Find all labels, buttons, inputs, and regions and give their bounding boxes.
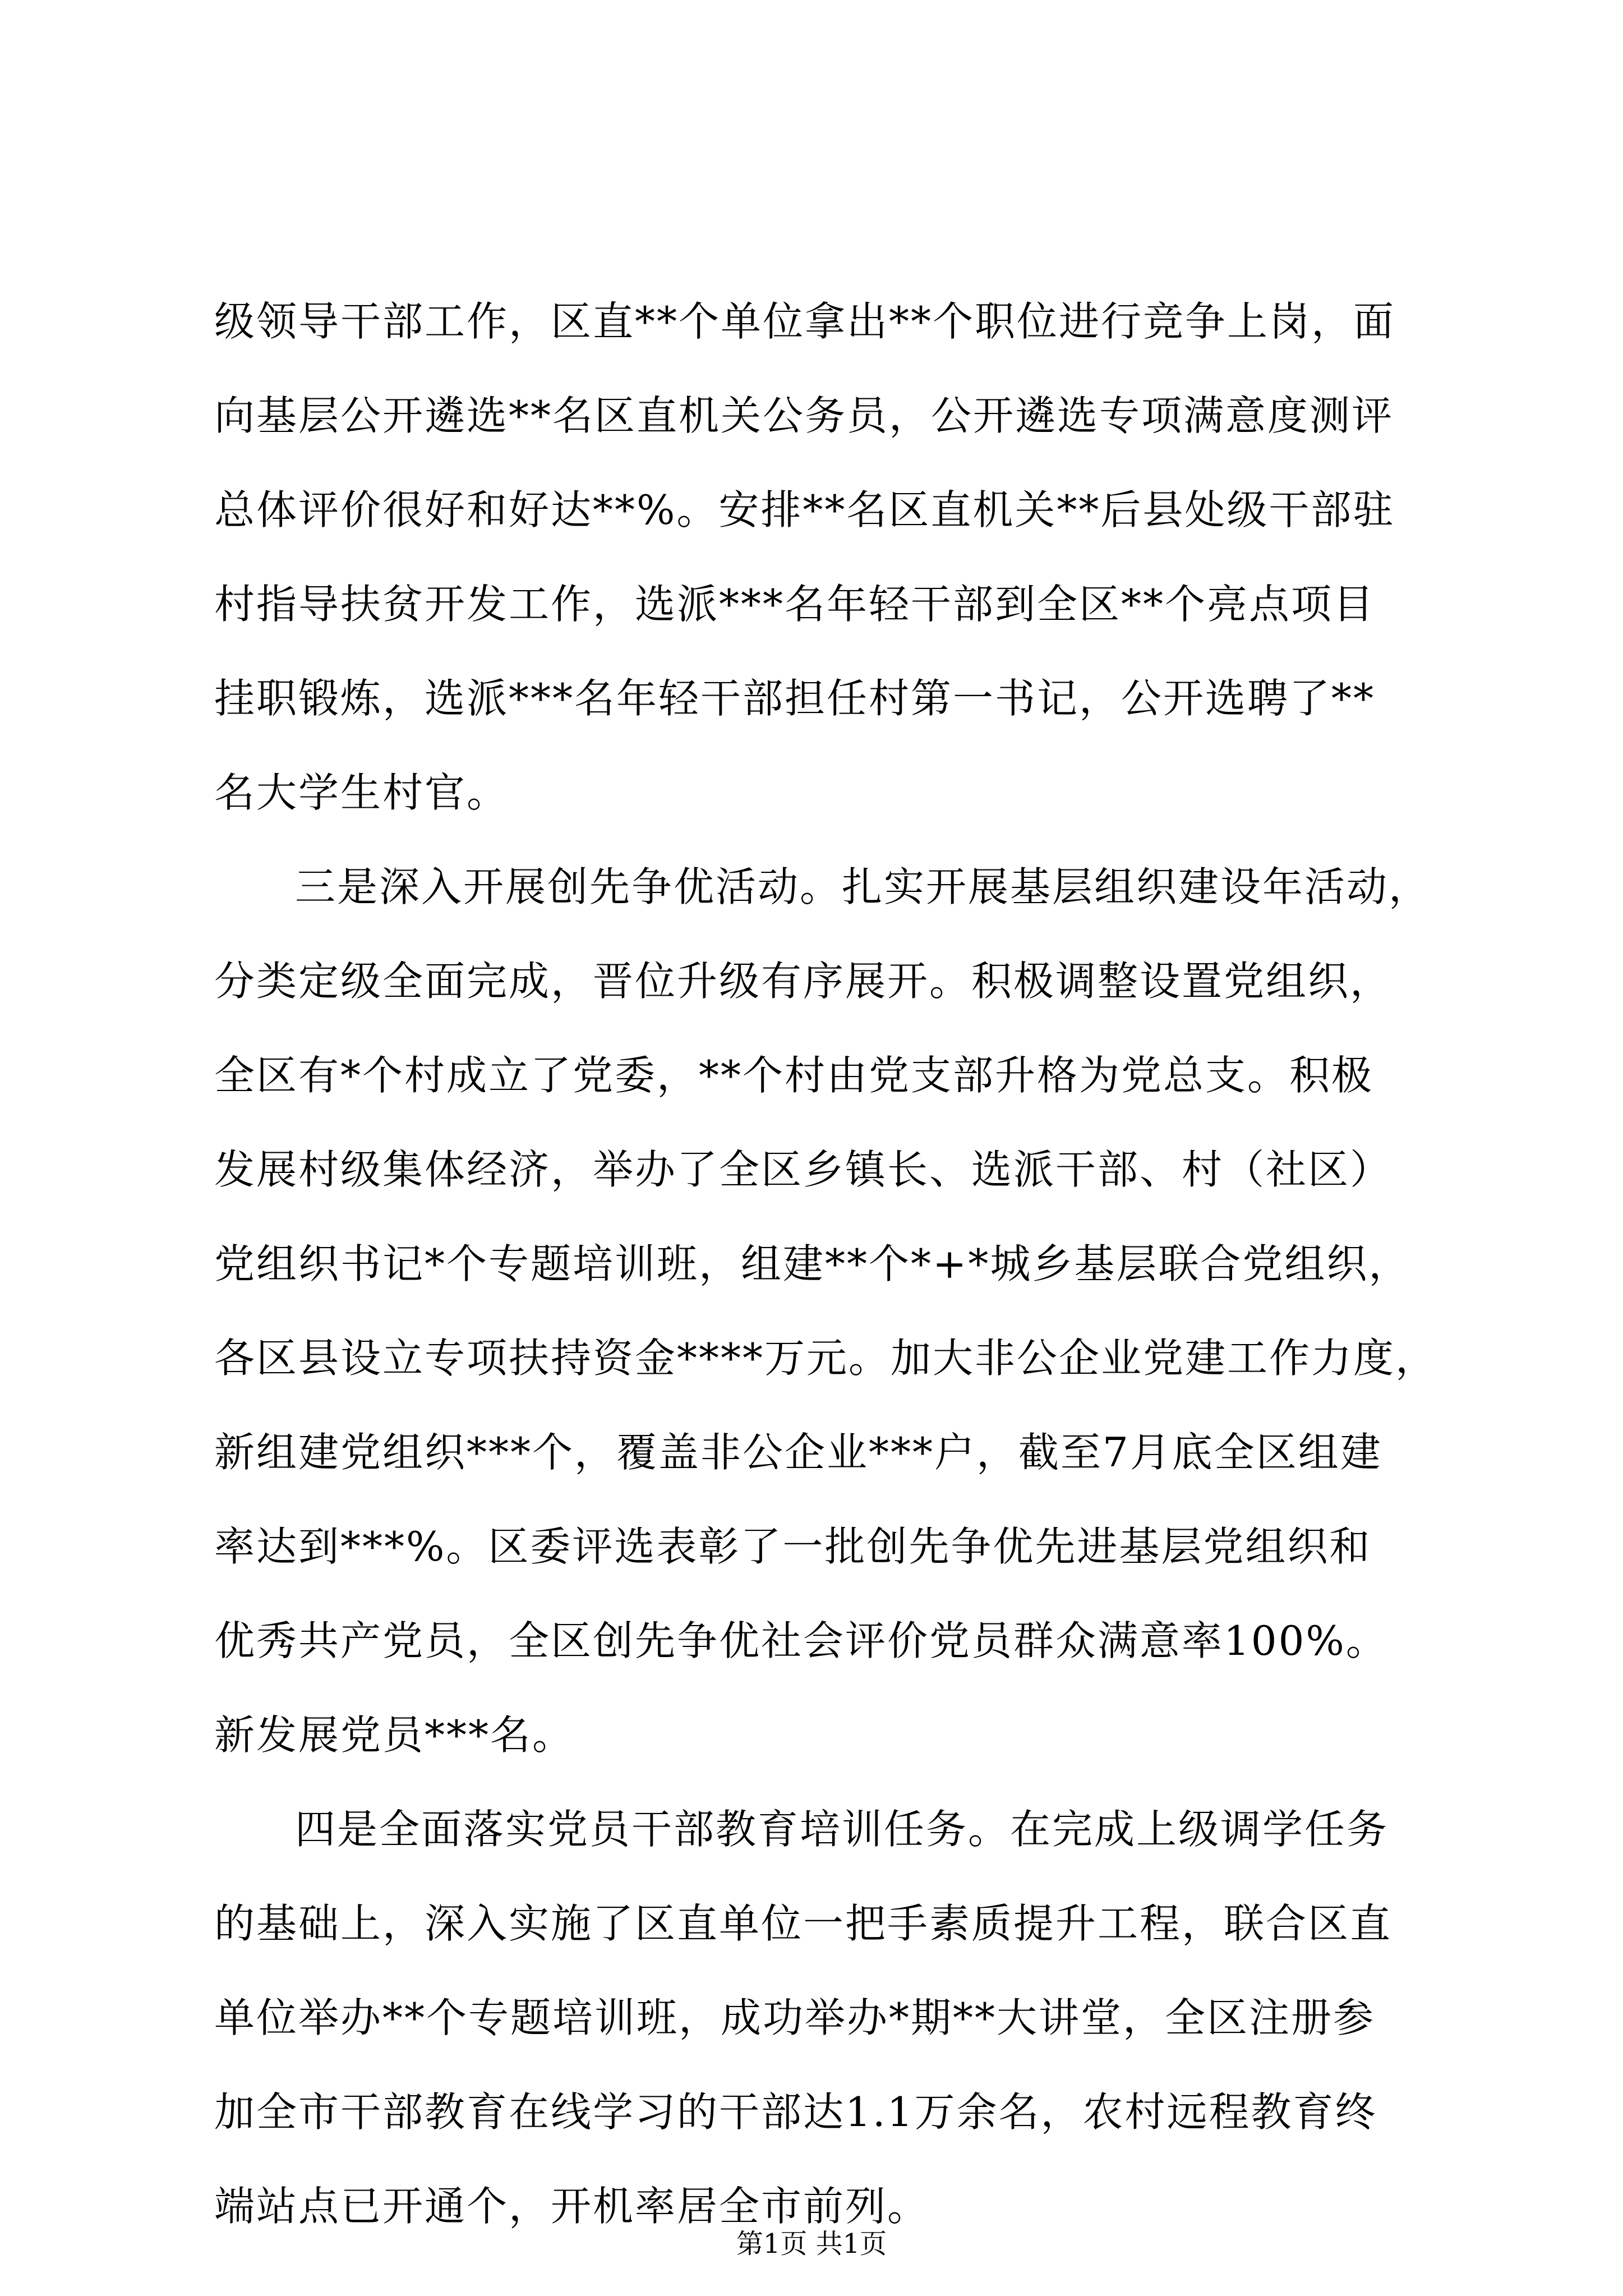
text-line: 总体评价很好和好达**%。安排**名区直机关**后县处级干部驻: [214, 486, 1395, 533]
text-line: 各区县设立专项扶持资金****万元。加大非公企业党建工作力度，: [214, 1335, 1438, 1382]
text-line: 的基础上，深入实施了区直单位一把手素质提升工程，联合区直: [214, 1900, 1393, 1947]
text-line: 村指导扶贫开发工作，选派***名年轻干部到全区**个亮点项目: [214, 581, 1376, 628]
text-line: 加全市干部教育在线学习的干部达1.1万余名，农村远程教育终: [214, 2088, 1377, 2136]
text-line: 端站点已开通个，开机率居全市前列。: [214, 2183, 930, 2230]
text-line: 率达到***%。区委评选表彰了一批创先争优先进基层党组织和: [214, 1523, 1372, 1570]
text-line: 级领导干部工作，区直**个单位拿出**个职位进行竞争上岗，面: [214, 298, 1396, 345]
text-line: 新发展党员***名。: [214, 1711, 575, 1759]
paragraph-heading-line: 四是全面落实党员干部教育培训任务。在完成上级调学任务: [295, 1806, 1389, 1853]
paragraph-heading-line: 三是深入开展创先争优活动。扎实开展基层组织建设年活动，: [295, 863, 1431, 910]
text-line: 挂职锻炼，选派***名年轻干部担任村第一书记，公开选聘了**: [214, 675, 1376, 722]
text-line: 党组织书记*个专题培训班，组建**个*+*城乡基层联合党组织，: [214, 1240, 1411, 1287]
text-line: 向基层公开遴选**名区直机关公务员，公开遴选专项满意度测评: [214, 392, 1394, 439]
text-line: 名大学生村官。: [214, 769, 509, 816]
page-footer: 第1页 共1页: [736, 2228, 887, 2260]
text-line: 分类定级全面完成，晋位升级有序展开。积极调整设置党组织，: [214, 958, 1393, 1005]
text-line: 新组建党组织***个，覆盖非公企业***户，截至7月底全区组建: [214, 1429, 1382, 1476]
text-line: 全区有*个村成立了党委，**个村由党支部升格为党总支。积极: [214, 1052, 1374, 1099]
text-line: 发展村级集体经济，举办了全区乡镇长、选派干部、村（社区）: [214, 1146, 1393, 1193]
text-line: 单位举办**个专题培训班，成功举办*期**大讲堂，全区注册参: [214, 1994, 1376, 2041]
text-line: 优秀共产党员，全区创先争优社会评价党员群众满意率100%。: [214, 1617, 1388, 1664]
